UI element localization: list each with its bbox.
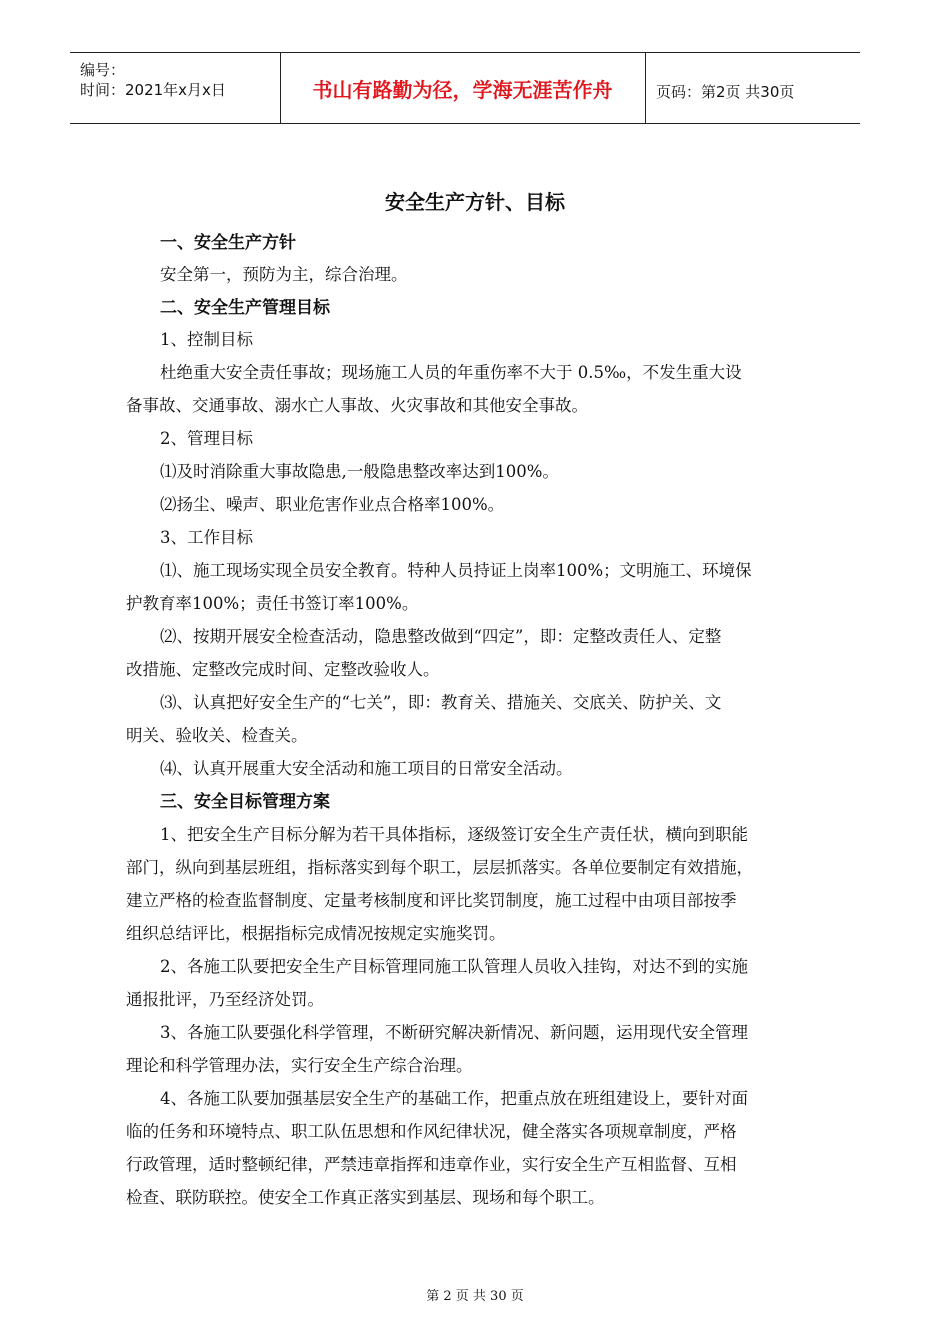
- page-footer: 第 2 页 共 30 页: [426, 1289, 524, 1304]
- list-item: ⑵、按期开展安全检查活动，隐患整改做到“四定”，即：定整改责任人、定整: [160, 627, 722, 646]
- paragraph-line: 建立严格的检查监督制度、定量考核制度和评比奖罚制度，施工过程中由项目部按季: [126, 891, 737, 910]
- list-item: ⑵扬尘、噪声、职业危害作业点合格率100%。: [160, 495, 505, 514]
- doc-time-label: 时间：2021年x月x日: [80, 81, 226, 99]
- list-item: ⑶、认真把好安全生产的“七关”，即：教育关、措施关、交底关、防护关、文: [160, 693, 722, 712]
- subsection-heading: 3、工作目标: [160, 528, 253, 547]
- section-heading: 三、安全目标管理方案: [160, 792, 330, 812]
- paragraph-line: 1、把安全生产目标分解为若干具体指标，逐级签订安全生产责任状，横向到职能: [160, 825, 748, 844]
- paragraph-line: 部门，纵向到基层班组，指标落实到每个职工，层层抓落实。各单位要制定有效措施，: [126, 858, 753, 877]
- list-item-cont: 明关、验收关、检查关。: [126, 726, 308, 745]
- paragraph-line: 组织总结评比，根据指标完成情况按规定实施奖罚。: [126, 924, 506, 943]
- paragraph-line: 安全第一，预防为主，综合治理。: [160, 265, 408, 284]
- list-item-cont: 护教育率100%；责任书签订率100%。: [126, 594, 419, 613]
- section-heading: 二、安全生产管理目标: [160, 298, 330, 318]
- paragraph-line: 临的任务和环境特点、职工队伍思想和作风纪律状况，健全落实各项规章制度，严格: [126, 1122, 737, 1141]
- header-page-label: 页码：第2页 共30页: [656, 83, 795, 101]
- list-item-cont: 改措施、定整改完成时间、定整改验收人。: [126, 660, 440, 679]
- paragraph-line: 3、各施工队要强化科学管理，不断研究解决新情况、新问题，运用现代安全管理: [160, 1023, 748, 1042]
- paragraph-line: 4、各施工队要加强基层安全生产的基础工作，把重点放在班组建设上，要针对面: [160, 1089, 748, 1108]
- paragraph-line: 理论和科学管理办法，实行安全生产综合治理。: [126, 1056, 473, 1075]
- header-motto: 书山有路勤为径，学海无涯苦作舟: [280, 53, 646, 123]
- list-item: ⑴及时消除重大事故隐患,一般隐患整改率达到100%。: [160, 462, 559, 481]
- header-meta: [70, 53, 281, 123]
- subsection-heading: 2、管理目标: [160, 429, 253, 448]
- doc-title: 安全生产方针、目标: [385, 190, 565, 214]
- subsection-heading: 1、控制目标: [160, 330, 253, 349]
- section-heading: 一、安全生产方针: [160, 233, 296, 253]
- paragraph-line: 2、各施工队要把安全生产目标管理同施工队管理人员收入挂钩，对达不到的实施: [160, 957, 748, 976]
- paragraph-line: 备事故、交通事故、溺水亡人事故、火灾事故和其他安全事故。: [126, 396, 588, 415]
- paragraph-line: 行政管理，适时整顿纪律，严禁违章指挥和违章作业，实行安全生产互相监督、互相: [126, 1155, 737, 1174]
- doc-number-label: 编号：: [80, 61, 126, 79]
- paragraph-line: 检查、联防联控。使安全工作真正落实到基层、现场和每个职工。: [126, 1188, 605, 1207]
- list-item: ⑷、认真开展重大安全活动和施工项目的日常安全活动。: [160, 759, 573, 778]
- list-item: ⑴、施工现场实现全员安全教育。特种人员持证上岗率100%；文明施工、环境保: [160, 561, 752, 580]
- paragraph-line: 杜绝重大安全责任事故；现场施工人员的年重伤率不大于 0.5‰，不发生重大设: [160, 363, 742, 382]
- paragraph-line: 通报批评，乃至经济处罚。: [126, 990, 324, 1009]
- page-header: [70, 52, 860, 124]
